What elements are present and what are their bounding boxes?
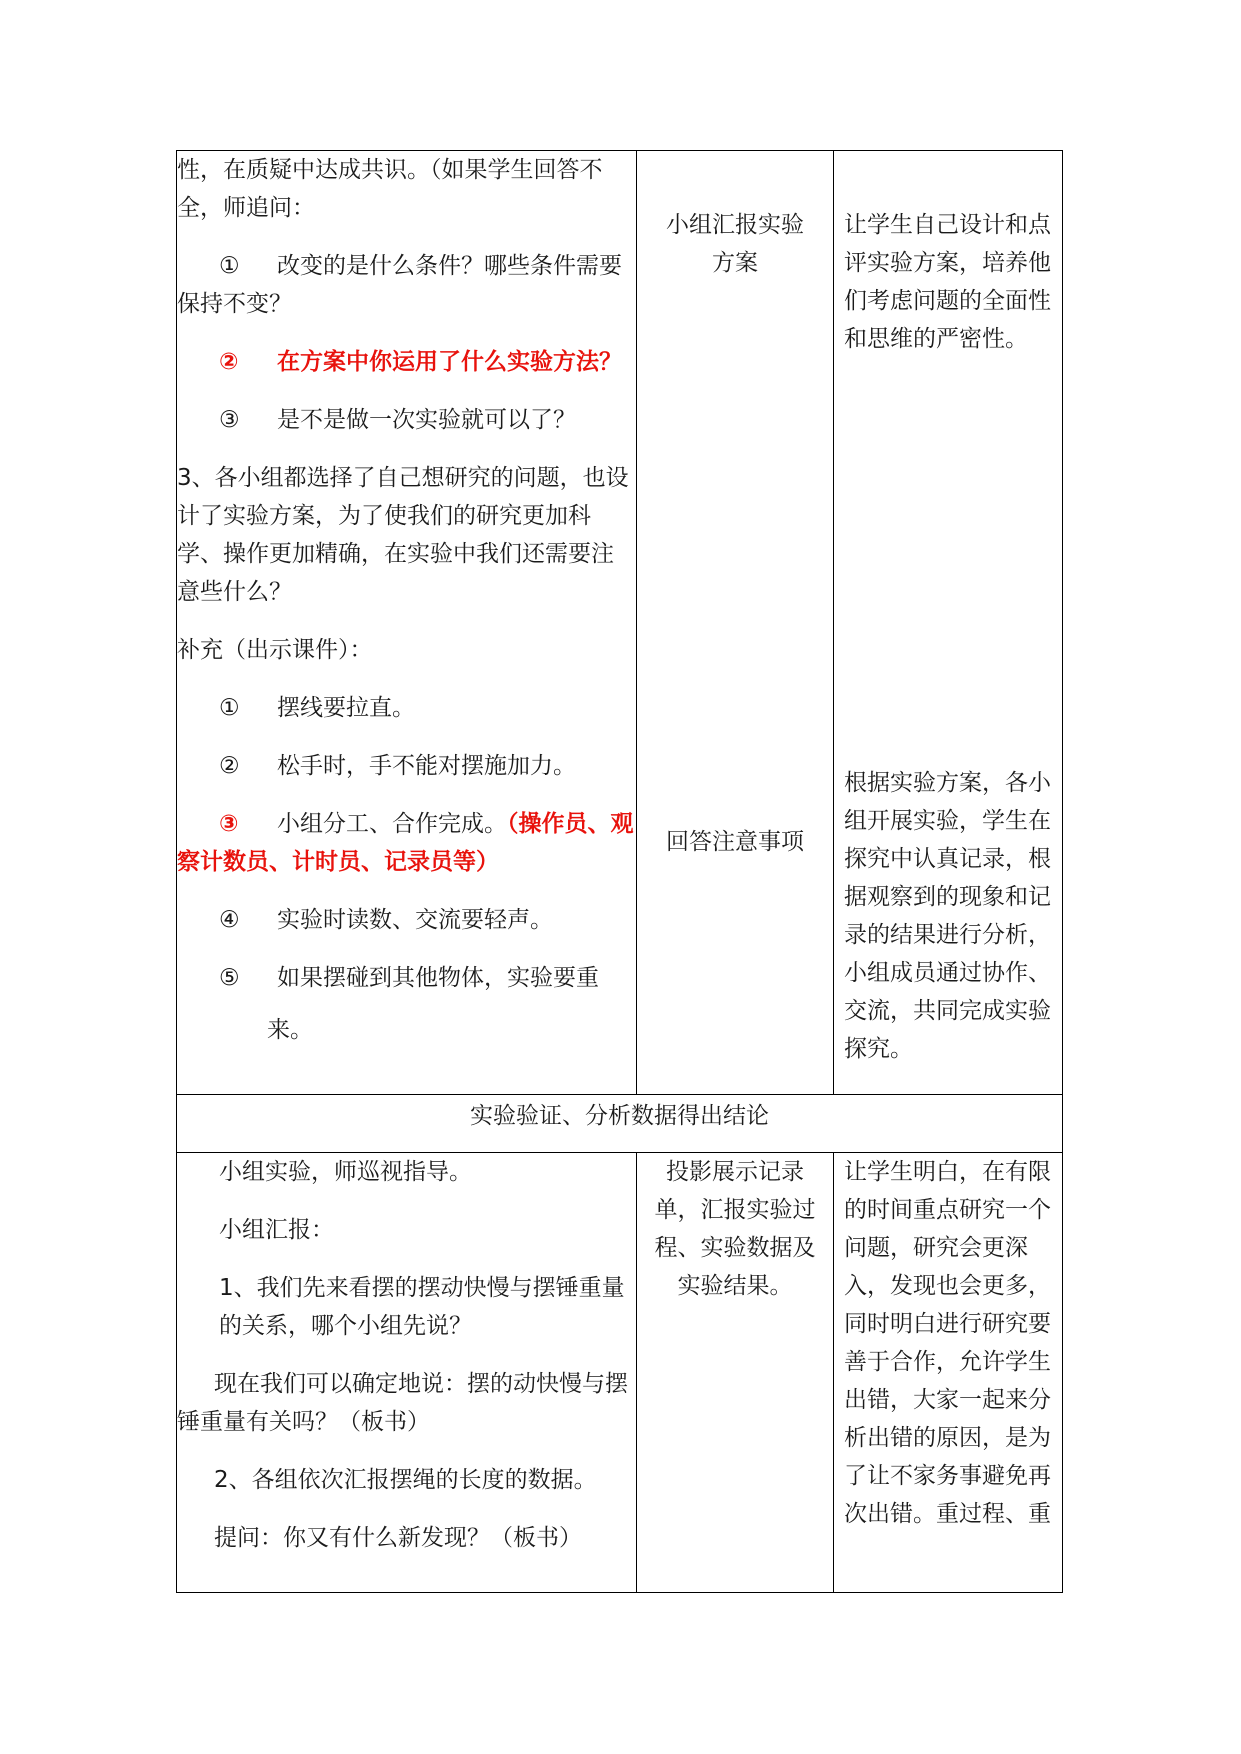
table-row	[177, 151, 1063, 1095]
row2-line-6: 提问：你又有什么新发现？（板书）	[214, 1525, 582, 1551]
student-activity-cell	[637, 151, 834, 1095]
design-intent-a: 让学生自己设计和点评实验方案，培养他们考虑问题的全面性和思维的严密性。	[844, 212, 1051, 352]
circled-number-1: ①	[219, 253, 240, 279]
row2-line-1: 小组实验，师巡视指导。	[219, 1159, 472, 1185]
note-5-tail: 来。	[267, 1017, 313, 1043]
circled-number-1: ①	[219, 695, 240, 721]
lesson-plan-table	[176, 150, 1063, 1593]
teacher-activity-cell	[177, 1153, 637, 1593]
circled-number-3: ③	[219, 811, 239, 837]
row2-line-4: 现在我们可以确定地说：摆的动快慢与摆锤重量有关吗？（板书）	[177, 1371, 628, 1435]
question-3	[177, 401, 636, 439]
circled-number-3: ③	[219, 407, 240, 433]
note-text: 如果摆碰到其他物体，实验要重	[277, 965, 599, 991]
circled-number-2: ②	[219, 753, 240, 779]
row2-design-intent: 让学生明白，在有限的时间重点研究一个问题，研究会更深入，发现也会更多，同时明白进行研究要善于合作，允许学生出错，大家一起来分析出错的原因，是为了让不家务事避免再次出错。重过程、重	[844, 1159, 1051, 1527]
note-text: 松手时，手不能对摆施加力。	[277, 753, 576, 779]
note-text: 实验时读数、交流要轻声。	[277, 907, 553, 933]
row2-line-3: 1、我们先来看摆的摆动快慢与摆锤重量的关系，哪个小组先说？	[219, 1275, 625, 1339]
question-3-text: 是不是做一次实验就可以了？	[277, 407, 576, 433]
section-title: 实验验证、分析数据得出结论	[470, 1103, 769, 1129]
circled-number-4: ④	[219, 907, 240, 933]
circled-number-5: ⑤	[219, 965, 240, 991]
row2-line-5: 2、各组依次汇报摆绳的长度的数据。	[214, 1467, 597, 1493]
note-4	[177, 901, 636, 939]
design-intent-cell	[834, 151, 1063, 1095]
question-1	[177, 247, 636, 323]
paragraph-3: 3、各小组都选择了自己想研究的问题，也设计了实验方案，为了使我们的研究更加科学、操作更加精确，在实验中我们还需要注意些什么？	[177, 465, 629, 605]
design-intent-cell	[834, 1153, 1063, 1593]
question-2-highlight	[177, 343, 636, 381]
student-activity-cell	[637, 1153, 834, 1593]
intro-text: 性，在质疑中达成共识。（如果学生回答不全，师追问：	[177, 157, 603, 221]
note-3	[177, 805, 636, 881]
note-text: 摆线要拉直。	[277, 695, 415, 721]
design-intent-b: 根据实验方案，各小组开展实验，学生在探究中认真记录，根据观察到的现象和记录的结果进行分析，小组成员通过协作、交流，共同完成实验探究。	[844, 770, 1051, 1062]
question-2-text: 在方案中你运用了什么实验方法？	[277, 349, 622, 375]
section-header-cell	[177, 1095, 1063, 1153]
question-1-text: 改变的是什么条件？哪些条件需要保持不变？	[177, 253, 622, 317]
row2-student-activity: 投影展示记录单，汇报实验过程、实验数据及实验结果。	[654, 1159, 816, 1299]
note-text: 小组分工、合作完成。	[277, 811, 507, 837]
section-header-row	[177, 1095, 1063, 1153]
row2-line-2: 小组汇报：	[219, 1217, 334, 1243]
note-2	[177, 747, 636, 785]
teacher-activity-cell	[177, 151, 637, 1095]
student-activity-a: 小组汇报实验方案	[666, 212, 804, 276]
supplement-label: 补充（出示课件）：	[177, 637, 373, 663]
circled-number-2: ②	[219, 349, 239, 375]
student-activity-b: 回答注意事项	[666, 829, 804, 855]
note-1	[177, 689, 636, 727]
note-roles-highlight: （操作员、观察计数员、计时员、记录员等）	[177, 811, 634, 875]
note-5	[177, 959, 636, 997]
table-row	[177, 1153, 1063, 1593]
